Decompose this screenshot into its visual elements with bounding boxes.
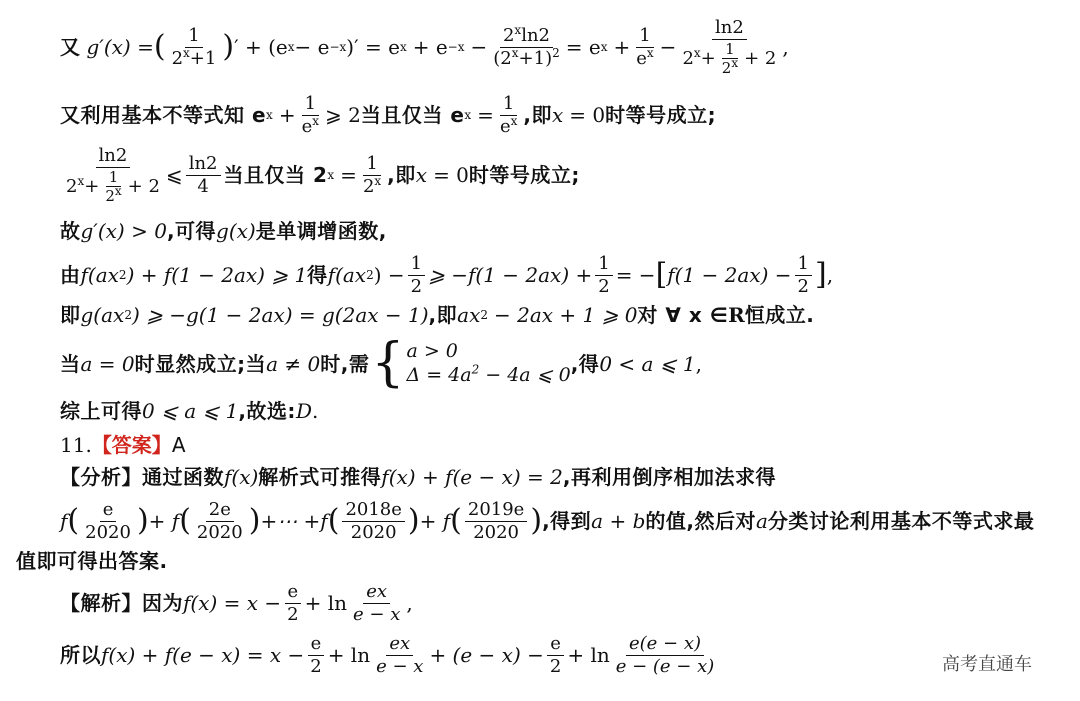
- line-3: ln2 $2^x+$ $\frac{1}{2^x}$ + 2 ⩽ $\frac{\ln 2}{4}$ 当且仅当 2 x = $\frac{1}{2^x}$ ,即 x = 0 时等号成立;: [60, 146, 580, 205]
- fraction: $\frac{ex}{e - x}$: [376, 633, 424, 677]
- fraction: $\frac{e}{2}$: [284, 582, 301, 625]
- line-14: 所以 f(x) + f(e − x) = x − $\frac{e}{2}$ + ln $\frac{ex}{e - x}$ + (e − x) − $\frac{e}{2}$ + ln $\frac{e(e - x)}{e - (e - x)}$: [60, 634, 720, 677]
- fraction: $\frac{1}{2}$: [795, 254, 812, 297]
- line-5: 由 f(ax 2 ) + f(1 − 2ax) ⩾ 1 得 f(ax 2 ) − $\frac{1}{2}$ ⩾ −f(1 − 2ax) + $\frac{1}{2}$ = − [ f(1 − 2ax) − $\frac{1}{2}$ ] ,: [60, 253, 834, 297]
- conditions-system: a > 0 $\Delta = 4a^2 - 4a$ ⩽ 0: [406, 340, 571, 386]
- fraction: $\frac{1}{2}$: [408, 254, 425, 297]
- line-8: 综上可得 0 ⩽ a ⩽ 1 ,故选: D .: [60, 399, 319, 423]
- line-4: 故 g′(x) > 0 ,可得 g(x) 是单调增函数,: [60, 219, 387, 243]
- fraction: $\frac{2e}{2020}$: [196, 499, 243, 543]
- fraction: $\frac{1}{e^x}$: [301, 93, 320, 137]
- line-10-analysis: 【分析】通过函数 f(x) 解析式可推得 f(x) + f(e − x) = 2 ,再利用倒序相加法求得: [60, 465, 776, 489]
- line-12: 值即可得出答案.: [16, 549, 168, 573]
- line-7: 当 a = 0 时显然成立;当 a ≠ 0 时,需 { a > 0 $\Delta = 4a^2 - 4a$ ⩽ 0 ,得 0 < a ⩽ 1 ,: [60, 333, 702, 394]
- fraction: $\frac{2^x\ln 2}{(2^x+1)^2}$: [493, 23, 560, 69]
- fraction: $\frac{e}{2}$: [547, 634, 564, 677]
- fraction: $\frac{2019e}{2020}$: [465, 500, 527, 543]
- fraction: $\frac{1}{e^x}$: [499, 93, 518, 137]
- fraction: $\frac{1}{e^x}$: [636, 25, 654, 69]
- fraction: $\frac{ex}{e - x}$: [353, 581, 401, 625]
- fraction: $\frac{2018e}{2020}$: [342, 500, 404, 543]
- line-13-solution: 【解析】因为 f(x) = x − $\frac{e}{2}$ + ln $\frac{ex}{e - x}$ ,: [60, 581, 413, 625]
- line-11: f ( $\frac{e}{2020}$ ) + f ( $\frac{2e}{2020}$ ) +⋯ +f ( $\frac{2018e}{2020}$ ) + f ( $\frac{2019e}{2020}$ ) ,得到 a + b 的值,然后对 a 分类讨论利用基本不等式求最: [60, 499, 1035, 543]
- fraction: $\frac{1}{2^x+1}$: [171, 25, 217, 69]
- line-1: 又 g′(x) = ( $\frac{1}{2^x+1}$ ) ′ + (e x − e −x )′ = e x + e −x − $\frac{2^x\ln 2}{(2^x+1)^2}$ = e x + $\frac{1}{e^x}$ − ln2 $2^x+$ $\frac{1}{2^x}$ + 2 ,: [60, 17, 789, 78]
- line-6: 即 g(ax 2 ) ⩾ −g(1 − 2ax) = g(2ax − 1) ,即 ax 2 − 2ax + 1 ⩾ 0 对 ∀ x ∈ R 恒成立.: [60, 303, 815, 327]
- fraction: ln2 $2^x+$ $\frac{1}{2^x}$ + 2: [682, 17, 777, 78]
- line-9-answer: 11. 【答案】 A: [60, 433, 186, 457]
- watermark: 高考直通车: [942, 654, 1032, 675]
- fraction: ln2 $2^x+$ $\frac{1}{2^x}$ + 2: [66, 145, 160, 206]
- line-2: 又利用基本不等式知 e x + $\frac{1}{e^x}$ ⩾ 2 当且仅当 e x = $\frac{1}{e^x}$ ,即 x = 0 时等号成立;: [60, 93, 717, 137]
- fraction: $\frac{e}{2020}$: [85, 499, 131, 543]
- fraction: $\frac{e(e - x)}{e - (e - x)}$: [615, 633, 715, 677]
- fraction: $\frac{1}{2^x}$: [362, 153, 382, 197]
- fraction: $\frac{\ln 2}{4}$: [186, 154, 221, 197]
- fraction: $\frac{1}{2}$: [595, 254, 612, 297]
- fraction: $\frac{e}{2}$: [307, 634, 324, 677]
